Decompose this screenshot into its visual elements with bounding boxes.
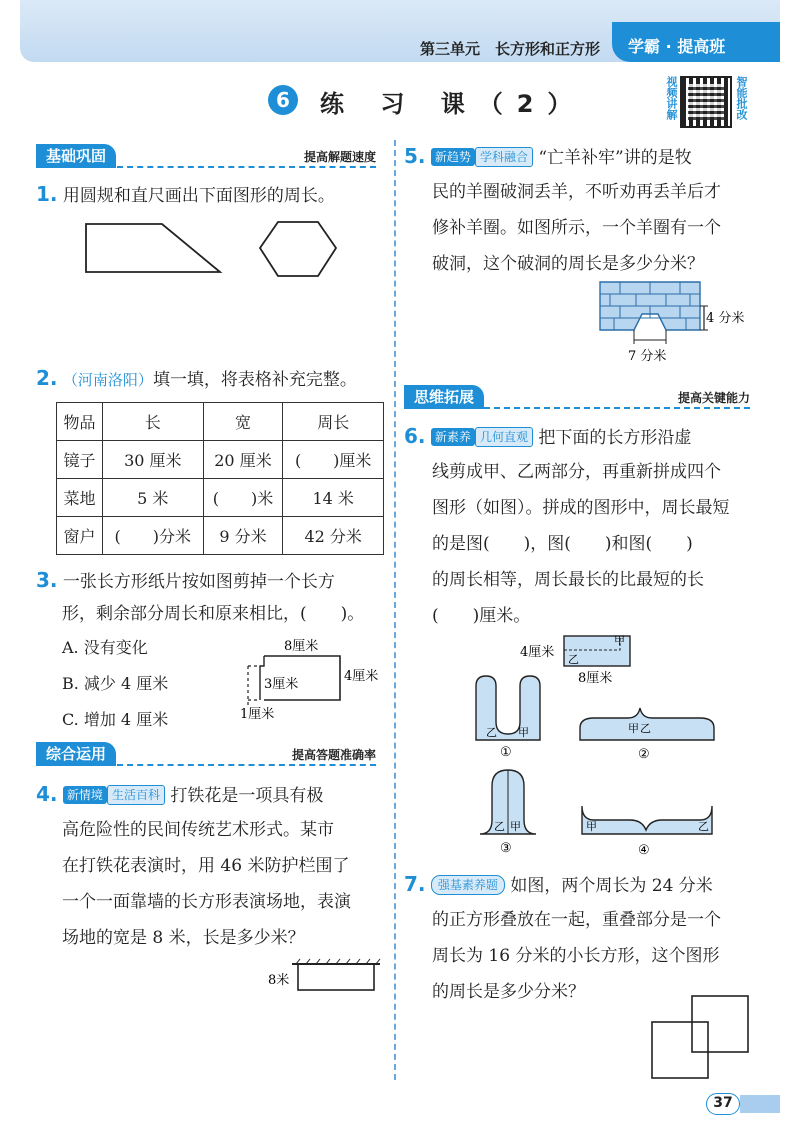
lesson-number: 6: [268, 85, 298, 115]
brand-tag: 学霸 · 提高班: [612, 22, 780, 62]
q6-rect-width: 8厘米: [578, 671, 613, 686]
q6-line-6: ( )厘米。: [432, 606, 531, 626]
question-3: [36, 562, 335, 600]
table-cell: 30 厘米: [103, 441, 204, 479]
q4-line-4: 一个一面靠墙的长方形表演场地，表演: [62, 892, 351, 912]
q3-option-c[interactable]: C. 增加 4 厘米: [62, 710, 169, 729]
section-basic-tip: 提高解题速度: [303, 150, 376, 164]
table-cell[interactable]: ( )厘米: [283, 441, 384, 479]
q6-fig1-part-b: 乙: [486, 726, 497, 739]
question-7: [404, 866, 713, 904]
table-header-cell: 周长: [283, 403, 384, 441]
q3-option-b[interactable]: B. 减少 4 厘米: [62, 674, 169, 693]
q3-label-right: 4厘米: [344, 669, 379, 684]
q3-text-2: 形，剩余部分周长和原来相比，( )。: [62, 604, 365, 624]
q5-line-2: 民的羊圈破洞丢羊，不听劝再丢羊后才: [432, 182, 721, 202]
question-1: [36, 176, 335, 214]
q4-line-2: 高危险性的民间传统艺术形式。某市: [62, 820, 334, 840]
column-divider: [394, 140, 396, 1080]
q7-line-4: 的周长是多少分米？: [432, 982, 585, 1002]
q4-number: 4.: [36, 782, 58, 806]
q3-figure: [238, 636, 388, 726]
q1-text: 用圆规和直尺画出下面图形的周长。: [62, 186, 335, 206]
q4-label: 8米: [268, 973, 290, 988]
q5-badge-2: 学科融合: [475, 147, 533, 167]
q6-badge-1: 新素养: [431, 428, 475, 446]
q4-badge-1: 新情境: [63, 786, 107, 804]
section-comprehensive-tag: 综合运用: [36, 742, 116, 766]
q6-fig2-part-a: 甲: [628, 722, 639, 735]
q4-line-5: 场地的宽是 8 米，长是多少米？: [62, 928, 305, 948]
table-header-row: [57, 403, 384, 441]
q6-fig-2: ②: [638, 747, 650, 762]
q7-line-3: 周长为 16 分米的小长方形，这个图形: [432, 946, 720, 966]
q1-hexagon: [260, 222, 336, 276]
q5-figure: [594, 280, 754, 366]
q6-fig-3: ③: [500, 841, 512, 856]
page-bar: [740, 1095, 780, 1113]
section-thinking-tag: 思维拓展: [404, 385, 484, 409]
q6-fig4-part-b: 乙: [698, 820, 709, 833]
table-header-cell: 宽: [203, 403, 283, 441]
qr-label-left: 视频讲解: [665, 76, 678, 120]
table-cell: 菜地: [57, 479, 103, 517]
table-header-cell: 物品: [57, 403, 103, 441]
table-cell: 5 米: [103, 479, 204, 517]
table-row: [57, 441, 384, 479]
q3-label-inner: 3厘米: [264, 677, 299, 692]
q5-number: 5.: [404, 144, 426, 168]
q7-figure: [648, 992, 754, 1082]
q5-line-1: “亡羊补牢”讲的是牧: [538, 148, 692, 168]
q3-number: 3.: [36, 568, 58, 592]
section-comprehensive-tip: 提高答题准确率: [291, 748, 376, 762]
table-cell: 20 厘米: [203, 441, 283, 479]
table-cell[interactable]: ( )分米: [103, 517, 204, 555]
q3-option-a[interactable]: A. 没有变化: [62, 638, 148, 657]
q5-badge-1: 新趋势: [431, 148, 475, 166]
q4-line-1: 打铁花是一项具有极: [170, 786, 324, 806]
q4-line-3: 在打铁花表演时，用 46 米防护栏围了: [62, 856, 350, 876]
unit-title: 第三单元 长方形和正方形: [420, 40, 601, 58]
q7-square-1: [692, 996, 748, 1052]
q6-line-2: 线剪成甲、乙两部分，再重新拼成四个: [432, 462, 721, 482]
q6-fig2-part-b: 乙: [640, 722, 651, 735]
q6-line-4: 的是图( )，图( )和图( ): [432, 534, 693, 554]
q5-label-width: 7 分米: [628, 349, 667, 364]
q3-text-1: 一张长方形纸片按如图剪掉一个长方: [62, 572, 335, 592]
q6-rect-height: 4厘米: [520, 645, 555, 660]
table-cell: 42 分米: [283, 517, 384, 555]
table-cell[interactable]: ( )米: [203, 479, 283, 517]
q6-part-b: 乙: [568, 653, 579, 666]
table-row: [57, 517, 384, 555]
q4-figure: [264, 958, 384, 998]
section-comprehensive: [36, 742, 376, 766]
q1-shapes: [80, 218, 350, 284]
q6-fig3-part-b: 乙: [494, 820, 505, 833]
q2-region: （河南洛阳）: [62, 371, 153, 389]
table-header-cell: 长: [103, 403, 204, 441]
q7-badge: 强基素养题: [431, 875, 505, 895]
q6-fig4-part-a: 甲: [586, 820, 597, 833]
q1-trapezoid: [86, 224, 220, 272]
q2-text: 填一填，将表格补充完整。: [152, 370, 357, 390]
question-6: [404, 418, 691, 456]
q6-line-3: 图形（如图）。拼成的图形中，周长最短: [432, 498, 730, 518]
q1-number: 1.: [36, 182, 58, 206]
q3-label-top: 8厘米: [284, 639, 319, 654]
q6-badge-2: 几何直观: [475, 427, 533, 447]
q7-line-1: 如图，两个周长为 24 分米: [510, 876, 713, 896]
section-basic: [36, 144, 376, 168]
q6-fig-4: ④: [638, 843, 650, 858]
table-cell: 14 米: [283, 479, 384, 517]
table-cell: 窗户: [57, 517, 103, 555]
section-thinking: [404, 385, 750, 409]
q6-fig3-part-a: 甲: [510, 820, 521, 833]
q6-fig-1: ①: [500, 745, 512, 760]
q6-number: 6.: [404, 424, 426, 448]
table-cell: 镜子: [57, 441, 103, 479]
lesson-title: 练 习 课（2）: [320, 90, 586, 118]
table-cell: 9 分米: [203, 517, 283, 555]
q6-figure: [470, 630, 720, 860]
q2-number: 2.: [36, 366, 58, 390]
question-2: [36, 360, 357, 398]
q6-line-1: 把下面的长方形沿虚: [538, 428, 692, 448]
q6-fig1-part-a: 甲: [518, 726, 529, 739]
table-row: [57, 479, 384, 517]
q7-line-2: 的正方形叠放在一起，重叠部分是一个: [432, 910, 721, 930]
qr-code[interactable]: [664, 72, 748, 134]
q6-line-5: 的周长相等，周长最长的比最短的长: [432, 570, 704, 590]
q4-badge-2: 生活百科: [107, 785, 165, 805]
q2-table: [56, 402, 384, 555]
question-5: [404, 138, 692, 176]
page-number: 37: [706, 1093, 740, 1115]
question-4: [36, 776, 323, 814]
q7-square-2: [652, 1022, 708, 1078]
qr-label-right: 智能批改: [735, 76, 748, 120]
section-basic-tag: 基础巩固: [36, 144, 116, 168]
section-thinking-tip: 提高关键能力: [677, 391, 750, 405]
q7-number: 7.: [404, 872, 426, 896]
q5-line-3: 修补羊圈。如图所示，一个羊圈有一个: [432, 218, 721, 238]
q3-label-bottom: 1厘米: [240, 707, 275, 722]
q5-label-height: 4 分米: [706, 311, 745, 326]
qr-image: [680, 76, 732, 128]
q5-line-4: 破洞，这个破洞的周长是多少分米？: [432, 254, 704, 274]
q6-part-a: 甲: [614, 634, 625, 647]
